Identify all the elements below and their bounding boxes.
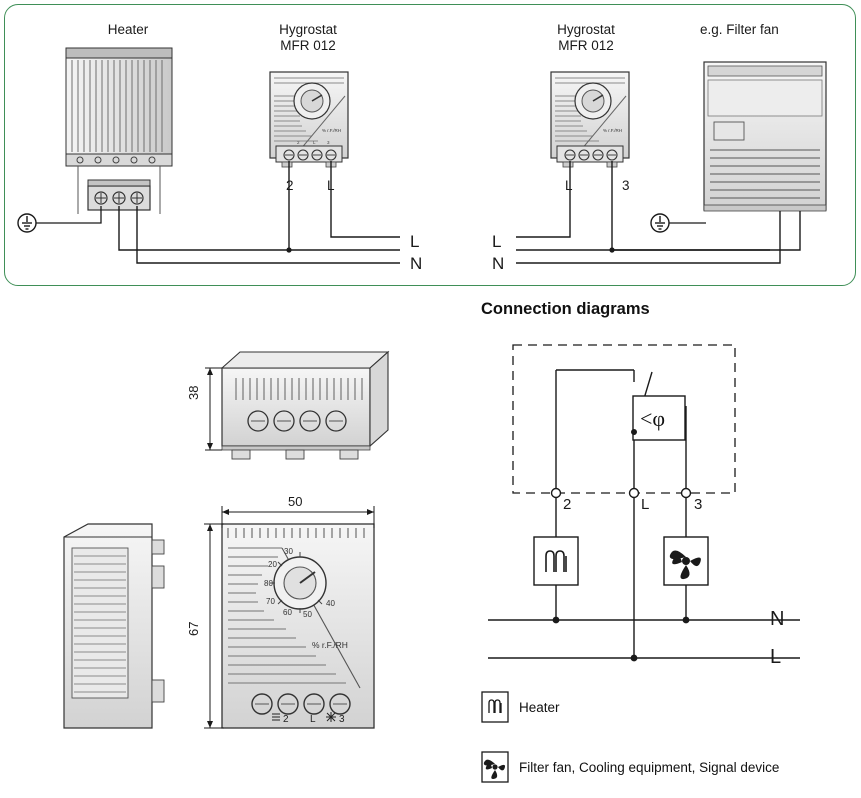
conn-terminal-3: 3	[694, 496, 703, 513]
label-hygrostat-left-line2: MFR 012	[280, 38, 336, 53]
bus-label-L: L	[770, 646, 782, 668]
dimension-label-50: 50	[288, 494, 303, 509]
wire-label-left-L: L	[410, 232, 420, 251]
hygrostat-left-graphic	[270, 72, 348, 167]
label-heater: Heater	[107, 22, 149, 37]
svg-text:% r.F./RH: % r.F./RH	[322, 128, 342, 133]
dimension-label-38: 38	[186, 385, 201, 400]
svg-text:% r.F./RH: % r.F./RH	[603, 128, 623, 133]
svg-text:3: 3	[327, 140, 330, 145]
dimension-label-67: 67	[186, 621, 201, 636]
svg-text:50: 50	[303, 610, 312, 619]
svg-text:20: 20	[268, 560, 277, 569]
dimension-67	[204, 524, 224, 728]
legend-item-fan-label: Filter fan, Cooling equipment, Signal device	[519, 760, 780, 775]
terminal-label-right-3: 3	[622, 178, 630, 193]
conn-terminal-2: 2	[563, 496, 572, 513]
svg-text:2: 2	[283, 714, 289, 725]
svg-text:2: 2	[297, 140, 300, 145]
conn-terminal-L: L	[641, 496, 650, 513]
heater-device-graphic	[66, 48, 172, 214]
label-hygrostat-right-line1: Hygrostat	[557, 22, 615, 37]
front-view-small-device	[222, 352, 388, 459]
svg-text:<φ: <φ	[640, 406, 666, 431]
bus-label-N: N	[770, 608, 785, 630]
wire-label-right-N: N	[492, 254, 505, 273]
terminal-label-left-2: 2	[286, 178, 294, 193]
svg-text:30: 30	[284, 547, 293, 556]
front-view-device	[222, 524, 374, 728]
label-hygrostat-right-line2: MFR 012	[558, 38, 614, 53]
label-filter-fan: e.g. Filter fan	[700, 22, 779, 37]
earth-symbol-right	[651, 214, 706, 232]
label-hygrostat-left-line1: Hygrostat	[279, 22, 337, 37]
legend-fan-icon	[482, 752, 508, 782]
wire-label-right-L: L	[492, 232, 502, 251]
svg-text:40: 40	[326, 599, 335, 608]
wiring-left	[119, 161, 400, 263]
terminal-label-right-L: L	[565, 178, 573, 193]
legend-heater-icon	[482, 692, 508, 722]
filter-fan-graphic	[704, 62, 826, 211]
terminal-label-left-L: L	[327, 178, 335, 193]
connection-diagrams-title: Connection diagrams	[481, 300, 650, 318]
svg-text:70: 70	[266, 597, 275, 606]
svg-text:80: 80	[264, 579, 273, 588]
svg-text:3: 3	[339, 714, 345, 725]
svg-text:% r.F./RH: % r.F./RH	[312, 640, 348, 650]
svg-text:L: L	[310, 714, 316, 725]
svg-text:60: 60	[283, 608, 292, 617]
hygrostat-right-graphic	[551, 72, 629, 167]
svg-text:L: L	[313, 140, 316, 145]
dimension-38	[205, 368, 222, 450]
wire-label-left-N: N	[410, 254, 423, 273]
side-view-device	[64, 524, 164, 728]
legend-item-heater-label: Heater	[519, 700, 560, 715]
